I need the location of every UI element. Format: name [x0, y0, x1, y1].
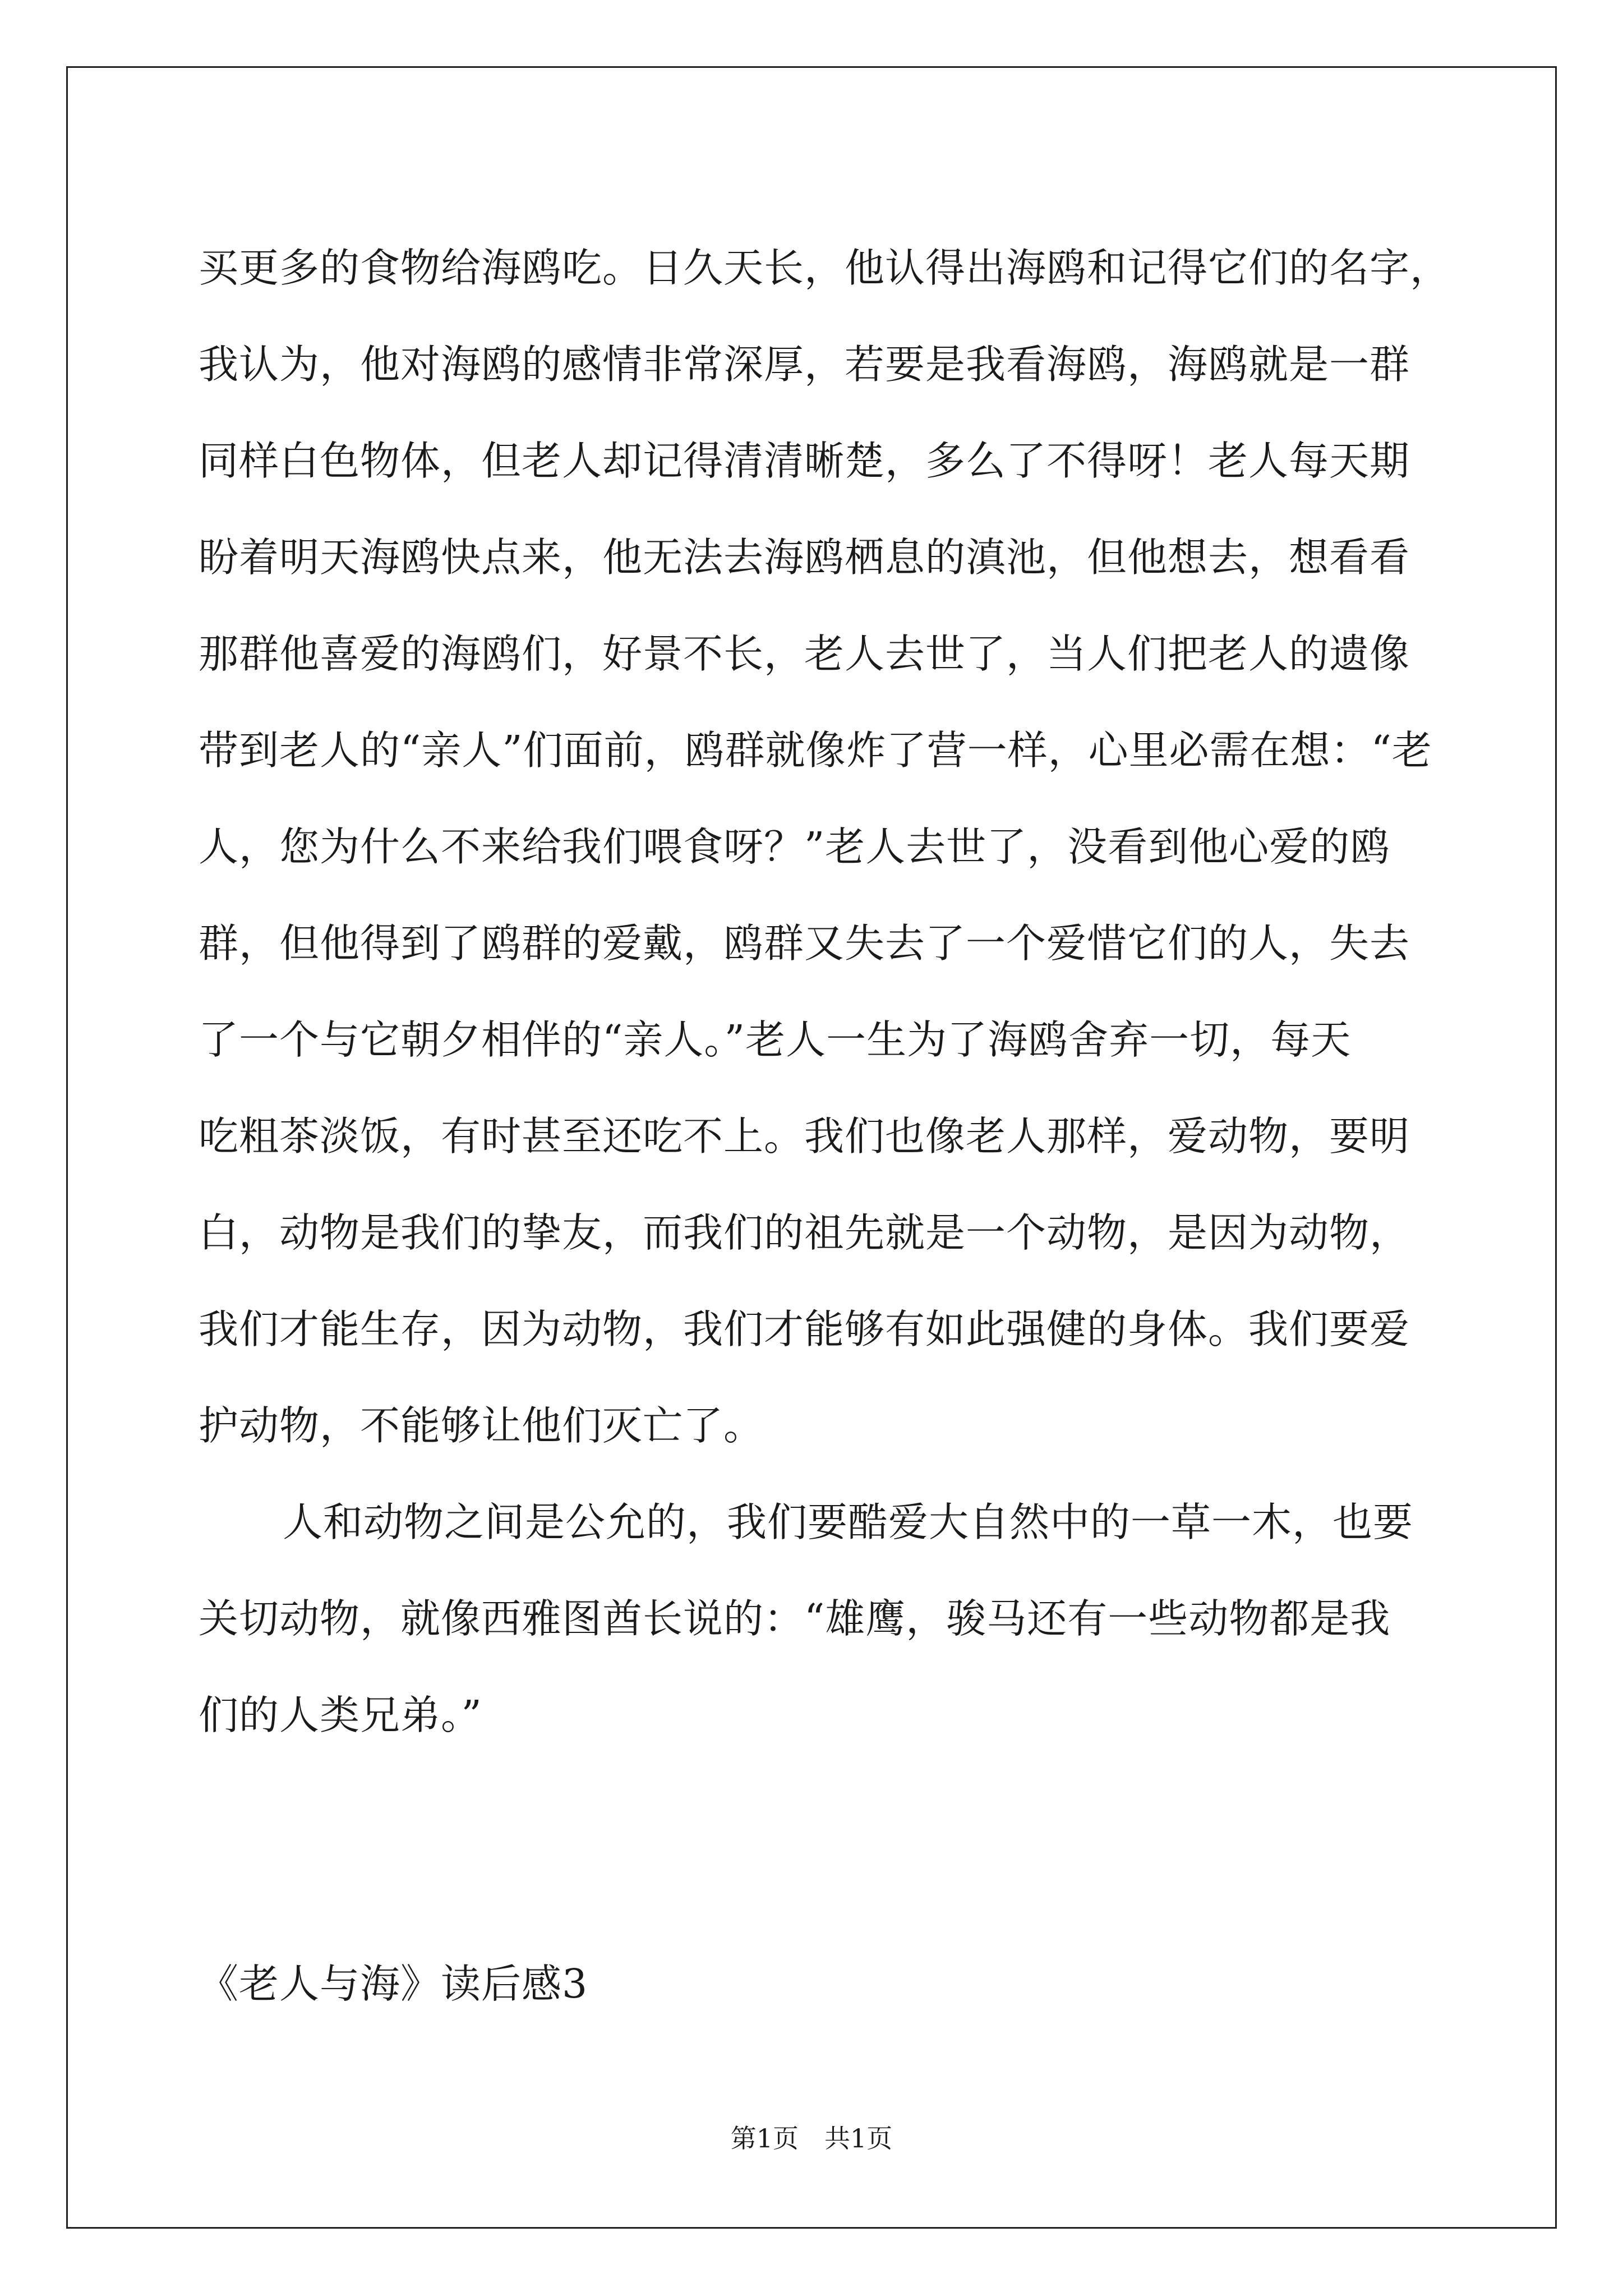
text-line: 吃粗茶淡饭，有时甚至还吃不上。我们也像老人那样，爱动物，要明: [199, 1113, 1410, 1159]
text-line: 带到老人的“亲人”们面前，鸥群就像炸了营一样，心里必需在想：“老: [199, 727, 1432, 774]
page-number-footer: 第1页 共1页: [730, 2123, 893, 2154]
paragraph-start-line: 人和动物之间是公允的，我们要酷爱大自然中的一草一木，也要: [283, 1499, 1414, 1545]
text-line: 护动物，不能够让他们灭亡了。: [199, 1402, 764, 1449]
text-line: 们的人类兄弟。”: [199, 1692, 482, 1738]
text-line: 买更多的食物给海鸥吃。日久天长，他认得出海鸥和记得它们的名字，: [199, 245, 1451, 291]
text-line: 人，您为什么不来给我们喂食呀？”老人去世了，没看到他心爱的鸥: [199, 823, 1391, 870]
text-line: 同样白色物体，但老人却记得清清晰楚，多么了不得呀！老人每天期: [199, 438, 1410, 484]
text-line: 了一个与它朝夕相伴的“亲人。”老人一生为了海鸥舍弃一切，每天: [199, 1016, 1352, 1063]
text-line: 我认为，他对海鸥的感情非常深厚，若要是我看海鸥，海鸥就是一群: [199, 341, 1410, 388]
document-body: [199, 220, 1451, 1764]
text-line: 白，动物是我们的挚友，而我们的祖先就是一个动物，是因为动物，: [199, 1209, 1410, 1256]
text-line: 关切动物，就像西雅图酋长说的：“雄鹰，骏马还有一些动物都是我: [199, 1595, 1391, 1642]
text-line: 群，但他得到了鸥群的爱戴，鸥群又失去了一个爱惜它们的人，失去: [199, 920, 1410, 967]
text-line: 盼着明天海鸥快点来，他无法去海鸥栖息的滇池，但他想去，想看看: [199, 534, 1410, 581]
text-line: 那群他喜爱的海鸥们，好景不长，老人去世了，当人们把老人的遗像: [199, 631, 1410, 677]
text-line: 我们才能生存，因为动物，我们才能够有如此强健的身体。我们要爱: [199, 1306, 1410, 1352]
section-heading: 《老人与海》读后感3: [199, 1961, 588, 2007]
